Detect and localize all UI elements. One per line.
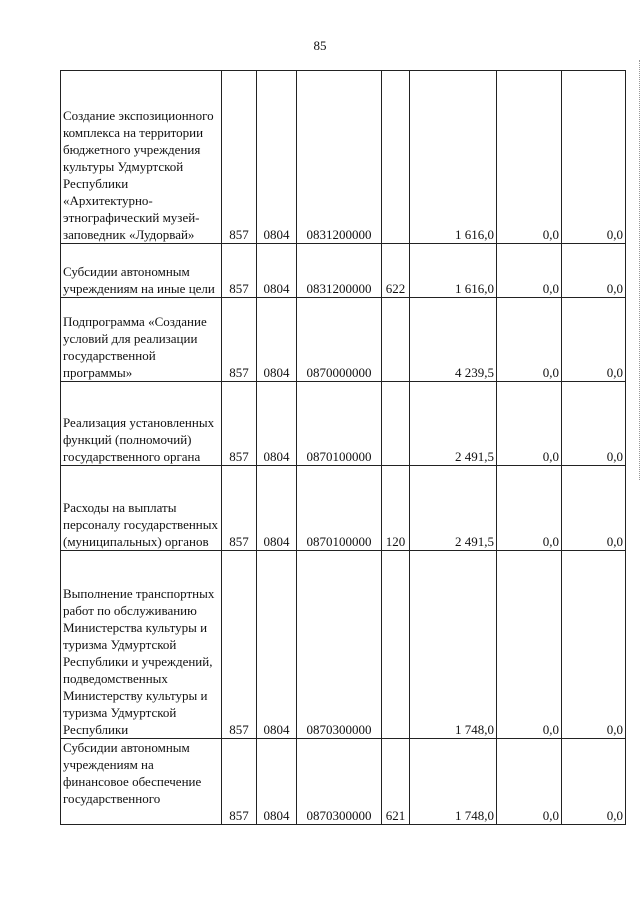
cell-gr: 857 (222, 551, 257, 739)
table-row (61, 551, 626, 739)
cell-target-article: 0870000000 (297, 298, 382, 382)
row-name: Реализация установленных функций (полномочий) государственного органа (63, 415, 215, 464)
cell-amount-2: 0,0 (497, 71, 562, 244)
budget-table (60, 70, 626, 825)
table-row (61, 382, 626, 466)
cell-section: 0804 (257, 244, 297, 298)
cell-expense-type: 621 (382, 739, 410, 825)
cell-section: 0804 (257, 551, 297, 739)
cell-target-article: 0870100000 (297, 466, 382, 551)
table-row (61, 244, 626, 298)
cell-amount: 1 748,0 (410, 551, 497, 739)
cell-expense-type: 120 (382, 466, 410, 551)
cell-gr: 857 (222, 71, 257, 244)
cell-amount-2: 0,0 (497, 739, 562, 825)
cell-section: 0804 (257, 298, 297, 382)
cell-target-article: 0831200000 (297, 244, 382, 298)
cell-amount: 2 491,5 (410, 466, 497, 551)
cell-gr: 857 (222, 298, 257, 382)
cell-amount-3: 0,0 (562, 739, 626, 825)
cell-target-article: 0831200000 (297, 71, 382, 244)
cell-expense-type (382, 551, 410, 739)
cell-amount-3: 0,0 (562, 466, 626, 551)
cell-amount-2: 0,0 (497, 382, 562, 466)
row-name: Субсидии автономным учреждениям на иные цели (63, 264, 215, 296)
cell-gr: 857 (222, 382, 257, 466)
cell-amount-2: 0,0 (497, 298, 562, 382)
cell-amount: 1 616,0 (410, 244, 497, 298)
cell-amount: 1 616,0 (410, 71, 497, 244)
row-name: Расходы на выплаты персоналу государственных (муниципальных) органов (63, 500, 219, 549)
table-row (61, 739, 626, 825)
row-name: Создание экспозиционного комплекса на территории бюджетного учреждения культуры Удмуртской Республики «Архитектурно-этнографический музей-заповедник «Лудорвай» (63, 108, 214, 242)
cell-amount-3: 0,0 (562, 298, 626, 382)
cell-target-article: 0870300000 (297, 739, 382, 825)
cell-gr: 857 (222, 466, 257, 551)
cell-section: 0804 (257, 71, 297, 244)
table-row (61, 466, 626, 551)
cell-amount-3: 0,0 (562, 244, 626, 298)
cell-amount: 2 491,5 (410, 382, 497, 466)
cell-gr: 857 (222, 739, 257, 825)
table-row (61, 71, 626, 244)
cell-expense-type (382, 71, 410, 244)
cell-amount: 4 239,5 (410, 298, 497, 382)
cell-amount-3: 0,0 (562, 382, 626, 466)
row-name: Субсидии автономным учреждениям на финансовое обеспечение государственного (63, 740, 202, 806)
cell-amount-2: 0,0 (497, 244, 562, 298)
scan-edge-marks (636, 60, 640, 480)
table-row (61, 298, 626, 382)
cell-section: 0804 (257, 739, 297, 825)
cell-amount: 1 748,0 (410, 739, 497, 825)
cell-amount-3: 0,0 (562, 71, 626, 244)
page-number: 85 (313, 38, 327, 53)
cell-section: 0804 (257, 466, 297, 551)
cell-expense-type (382, 298, 410, 382)
cell-gr: 857 (222, 244, 257, 298)
row-name: Выполнение транспортных работ по обслуживанию Министерства культуры и туризма Удмуртской Республики и учреждений, подведомственных Министерству культуры и туризма Удмуртской Республики (63, 586, 215, 737)
cell-section: 0804 (257, 382, 297, 466)
cell-target-article: 0870300000 (297, 551, 382, 739)
cell-amount-2: 0,0 (497, 551, 562, 739)
cell-expense-type (382, 382, 410, 466)
cell-amount-3: 0,0 (562, 551, 626, 739)
cell-expense-type: 622 (382, 244, 410, 298)
cell-target-article: 0870100000 (297, 382, 382, 466)
cell-amount-2: 0,0 (497, 466, 562, 551)
row-name: Подпрограмма «Создание условий для реализации государственной программы» (63, 314, 207, 380)
